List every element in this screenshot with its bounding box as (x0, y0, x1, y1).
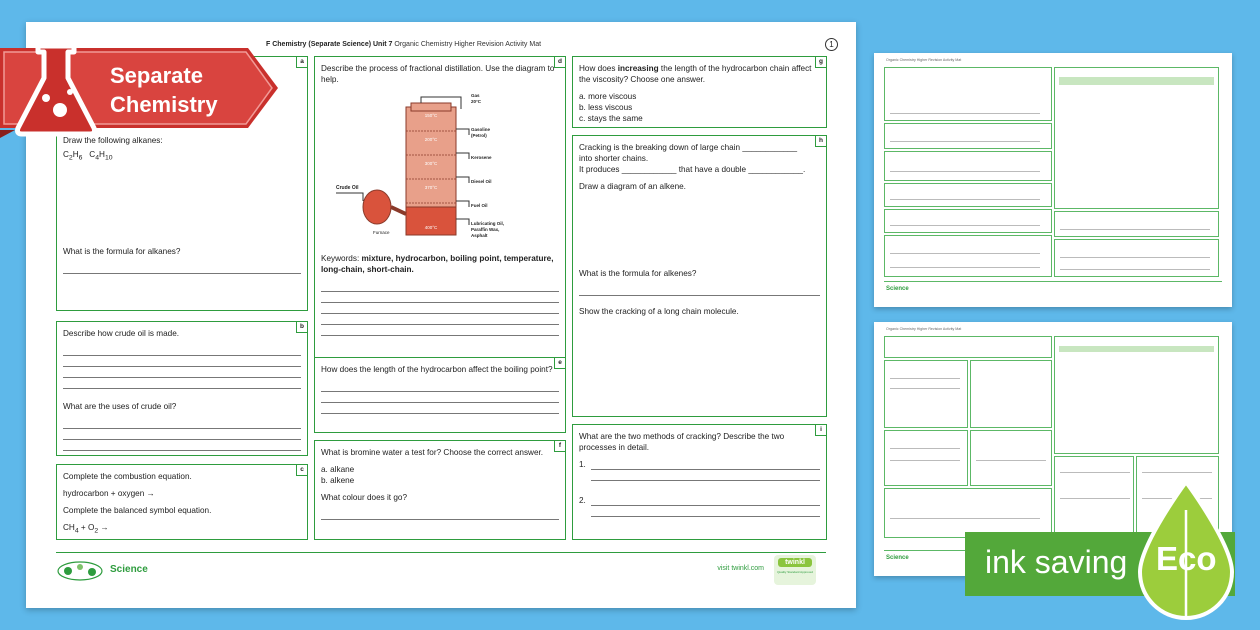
question: Complete the balanced symbol equation. (63, 506, 212, 515)
answer-line[interactable] (321, 509, 559, 520)
footer-visit-link[interactable]: visit twinkl.com (717, 565, 764, 572)
box-tag: e (554, 358, 565, 369)
answer-line[interactable] (321, 314, 559, 325)
cracking-text: Cracking is the breaking down of large chain ____________ (579, 143, 798, 152)
answer-line[interactable] (321, 392, 559, 403)
temp-400: 400°C (424, 225, 438, 230)
twinkl-logo (774, 555, 816, 585)
twinkl-logo-subtext: Quality Standard Approved (777, 570, 813, 574)
temp-370: 370°C (424, 185, 438, 190)
flask-icon (8, 38, 104, 142)
ink-saving-label: ink saving (985, 544, 1128, 580)
question: What colour does it go? (321, 493, 408, 502)
symbol-equation: $CH_4 + O_2$ → (63, 523, 109, 535)
option-c[interactable]: c. stays the same (579, 114, 643, 123)
banner-line-2: Chemistry (110, 92, 218, 117)
answer-line[interactable] (63, 378, 301, 389)
answer-line[interactable] (63, 440, 301, 451)
answer-line[interactable] (579, 285, 820, 296)
temp-200: 200°C (424, 137, 438, 142)
thumb-science-label: Science (886, 286, 909, 292)
question: What is bromine water a test for? Choose the correct answer. (321, 448, 544, 457)
thumb-science-label: Science (886, 555, 909, 561)
label-kerosene: Kerosene (471, 155, 492, 160)
answer-line[interactable] (63, 345, 301, 356)
question: How does the length of the hydrocarbon affect the boiling point? (321, 365, 553, 374)
box-tag: a (296, 57, 307, 68)
science-logo-icon (56, 559, 104, 583)
answer-line[interactable] (591, 495, 820, 506)
answer-line[interactable] (321, 403, 559, 414)
answer-line[interactable] (321, 292, 559, 303)
option-a[interactable]: a. more viscous (579, 92, 637, 101)
option-b[interactable]: b. less viscous (579, 103, 633, 112)
page-number: 1 (825, 38, 838, 51)
answer-line[interactable] (591, 506, 820, 517)
answer-line[interactable] (591, 470, 820, 481)
answer-line[interactable] (591, 459, 820, 470)
label-petrol: (Petrol) (471, 133, 487, 138)
box-d (314, 56, 566, 369)
label-20c: 20°C (471, 99, 482, 104)
box-i (572, 424, 827, 540)
label-lubricating: Lubricating Oil, (471, 221, 505, 226)
fractional-distillation-diagram (321, 89, 561, 249)
eco-label: Eco (1156, 540, 1217, 577)
answer-line[interactable] (63, 367, 301, 378)
box-f (314, 440, 566, 540)
label-furnace: Furnace (373, 230, 390, 235)
answer-line[interactable] (321, 281, 559, 292)
cracking-text: It produces ____________ that have a double ____________. (579, 165, 806, 174)
question: What are the two methods of cracking? Describe the two processes in detail. (579, 432, 785, 452)
box-tag: g (815, 57, 826, 68)
answer-line[interactable] (63, 356, 301, 367)
box-tag: d (554, 57, 565, 68)
box-tag: b (296, 322, 307, 333)
twinkl-logo-text: twinkl (778, 558, 812, 567)
box-e (314, 357, 566, 433)
keywords: Keywords: mixture, hydrocarbon, boiling point, temperature, long-chain, short-chain. (321, 254, 554, 274)
question: Complete the combustion equation. (63, 472, 192, 481)
sheet-footer (56, 552, 826, 588)
temp-150: 150°C (424, 113, 438, 118)
answer-line[interactable] (321, 303, 559, 314)
answer-line[interactable] (63, 263, 301, 274)
box-h (572, 135, 827, 417)
cracking-text: into shorter chains. (579, 154, 649, 163)
question: Describe how crude oil is made. (63, 329, 180, 338)
answer-line[interactable] (321, 381, 559, 392)
sheet-header (266, 41, 541, 48)
question: Draw a diagram of an alkene. (579, 182, 686, 191)
label-gas: Gas (471, 93, 480, 98)
answer-line[interactable] (63, 429, 301, 440)
question: What are the uses of crude oil? (63, 402, 177, 411)
box-b (56, 321, 308, 456)
box-c (56, 464, 308, 540)
question: Describe the process of fractional distillation. Use the diagram to help. (321, 64, 555, 84)
label-fuel-oil: Fuel Oil (471, 203, 488, 208)
question: Draw the following alkanes: (63, 136, 163, 145)
label-gasoline: Gasoline (471, 127, 491, 132)
option-a[interactable]: a. alkane (321, 465, 355, 474)
label-paraffin: Paraffin Wax, (471, 227, 500, 232)
question: What is the formula for alkanes? (63, 246, 181, 256)
box-tag: h (815, 136, 826, 147)
answer-line[interactable] (321, 325, 559, 336)
preview-thumbnail-1[interactable] (874, 53, 1232, 307)
item-number: 1. (579, 460, 586, 469)
question: Show the cracking of a long chain molecule. (579, 307, 739, 316)
option-b[interactable]: b. alkene (321, 476, 355, 485)
alkane-formulas: $C_2H_6$ $C_4H_{10}$ (63, 150, 113, 162)
box-tag: i (815, 425, 826, 436)
sheet-header-title: Organic Chemistry Higher Revision Activity Mat (394, 41, 542, 48)
sheet-header-unit: F Chemistry (Separate Science) Unit 7 (266, 41, 393, 48)
label-asphalt: Asphalt (471, 233, 488, 238)
label-crude-oil: Crude Oil (336, 185, 359, 191)
question: How does increasing the length of the hydrocarbon chain affect the viscosity? Choose one answer. (579, 64, 812, 84)
thumb-title: Organic Chemistry Higher Revision Activity Mat (886, 58, 962, 62)
temp-300: 300°C (424, 161, 438, 166)
thumb-title: Organic Chemistry Higher Revision Activity Mat (886, 327, 962, 331)
item-number: 2. (579, 496, 586, 505)
answer-line[interactable] (63, 418, 301, 429)
box-tag: f (554, 441, 565, 452)
combustion-equation: hydrocarbon + oxygen → (63, 489, 155, 498)
label-diesel: Diesel Oil (471, 179, 492, 184)
box-tag: c (296, 465, 307, 476)
footer-science-label: Science (110, 564, 148, 575)
box-g (572, 56, 827, 128)
banner-line-1: Separate (110, 63, 203, 88)
question: What is the formula for alkenes? (579, 269, 697, 278)
